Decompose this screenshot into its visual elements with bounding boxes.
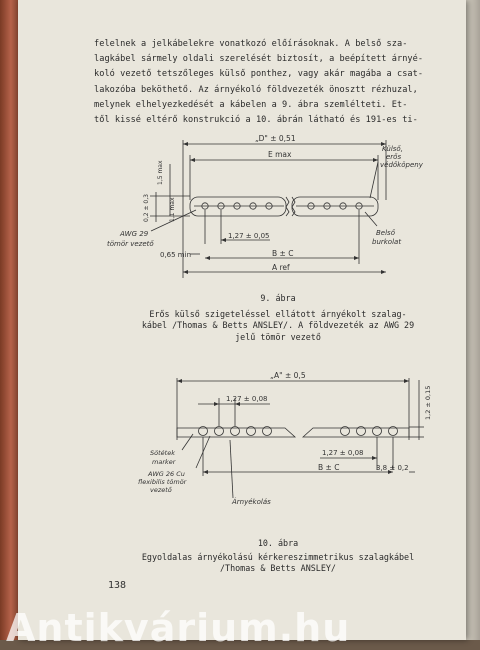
fig10-dim-pitch2: 1,27 ± 0,08 — [322, 449, 364, 457]
caption-line: Erős külső szigeteléssel ellátott árnyékolt szalag- — [149, 308, 407, 319]
fig9-label-awg: AWG 29 — [120, 230, 149, 238]
caption-line: kábel /Thomas & Betts ANSLEY/. A földvezeték az AWG 29 — [141, 320, 415, 330]
fig10-label-marker: marker — [152, 458, 176, 466]
paragraph-line: lagkábel sármely oldali szerelését biztosít, a beépített árnyé- — [94, 54, 424, 65]
caption-line: jelű tömör vezető — [235, 331, 321, 342]
caption-line: Egyoldalas árnyékolású kérkereszimmetrikus szalagkábel — [141, 551, 415, 562]
fig9-dim-side-2: 1,1 max — [169, 197, 176, 222]
fig9-dim-side-1: 1,5 max — [157, 160, 164, 185]
fig9-label-kulso3: védőköpeny — [380, 161, 423, 169]
paragraph-line: től kissé eltérő konstrukció a 10. ábrán látható és 191-es ti- — [94, 115, 418, 126]
fig9-dim-d: „D" ± 0,51 — [255, 134, 296, 143]
fig10-label-awg2: flexibilis tömör — [138, 478, 187, 486]
fig9-label-kulso2: erős — [386, 153, 402, 161]
paragraph-line: lakozóba beköthető. Az árnyékoló földvezeték önosztt rézhuzal, — [94, 84, 418, 95]
fig9-dim-e: E max — [268, 150, 292, 159]
figure-9-title: 9. ábra — [260, 293, 296, 303]
fig10-dim-a: „A" ± 0,5 — [270, 371, 306, 380]
fig9-dim-bc: B ± C — [272, 249, 294, 258]
fig10-label-arnyekolas: Árnyékolás — [232, 498, 271, 506]
caption-line: /Thomas & Betts ANSLEY/ — [220, 563, 336, 573]
fig10-label-awg3: vezető — [150, 486, 172, 494]
fig9-dim-a: A ref — [272, 263, 290, 272]
page-number: 138 — [108, 580, 127, 591]
fig10-dim-pitch1: 1,27 ± 0,08 — [226, 395, 268, 403]
fig9-dim-pitch: 1,27 ± 0,05 — [228, 232, 270, 240]
paragraph-line: melynek elhelyezkedését a kábelen a 9. ábra szemlélteti. Et- — [94, 99, 408, 110]
fig9-dim-side-3: 0,2 ± 0,3 — [143, 194, 150, 222]
fig10-dim-bc: B ± C — [318, 463, 340, 472]
paragraph-line: koló vezető tetszőleges külső ponthez, vagy akár magába a csat- — [94, 69, 424, 80]
fig10-label-sotetek: Sötétek — [150, 449, 175, 457]
figure-10-caption — [128, 538, 428, 575]
fig9-label-kulso1: Külső, — [382, 145, 403, 153]
fig10-dim-side: 1,2 ± 0,15 — [424, 385, 432, 420]
fig9-label-belso2: burkolat — [372, 238, 402, 246]
figure-10-title: 10. ábra — [257, 538, 299, 548]
fig10-dim-right: 3,8 ± 0,2 — [376, 464, 409, 472]
fig10-label-awg1: AWG 26 Cu — [148, 470, 185, 478]
watermark: Antikvárium.hu — [6, 606, 351, 650]
paragraph-line: felelnek a jelkábelekre vonatkozó előírásoknak. A belső sza- — [94, 39, 408, 49]
fig9-label-belso1: Belső — [376, 229, 395, 237]
fig9-dim-min: 0,65 min — [160, 251, 192, 259]
fig9-label-awg2: tömör vezető — [107, 240, 154, 248]
